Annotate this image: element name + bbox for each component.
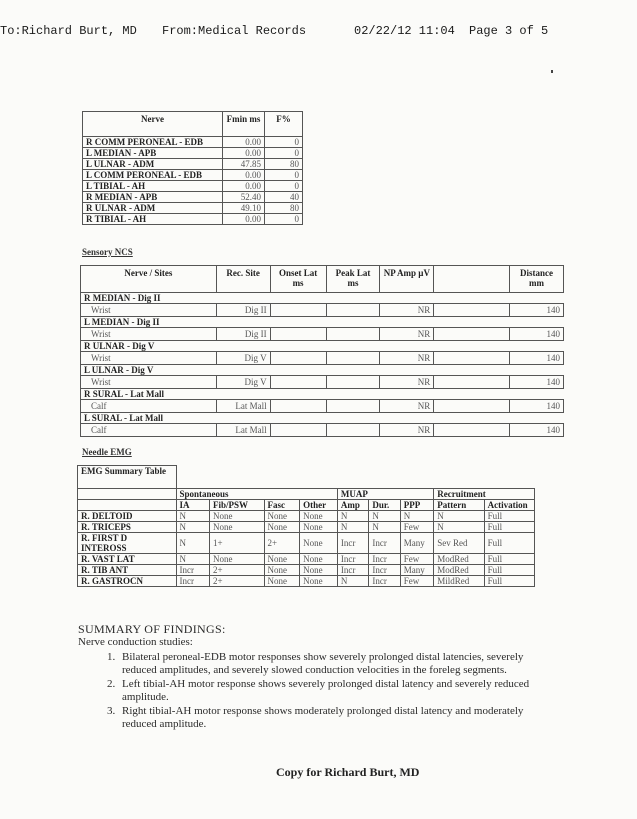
sensory-nerve-row [81, 317, 564, 328]
nerve-cell: L TIBIAL - AH [83, 181, 223, 192]
nerve-name: L ULNAR - Dig V [81, 365, 564, 376]
fpct-cell: 0 [265, 181, 303, 192]
distance-cell: 140 [510, 352, 564, 365]
fpct-cell: 40 [265, 192, 303, 203]
np-amp-cell: NR [380, 328, 434, 341]
emg-value-cell: Few [400, 522, 434, 533]
fax-header [0, 24, 637, 42]
table-row [83, 170, 303, 181]
sensory-site-row [81, 376, 564, 389]
peak-lat-cell [326, 352, 380, 365]
muscle-cell: R. VAST LAT [78, 554, 177, 565]
onset-lat-cell [270, 400, 326, 413]
emg-value-cell: None [210, 522, 265, 533]
nerve-name: R MEDIAN - Dig II [81, 293, 564, 304]
blank-cell [434, 400, 510, 413]
emg-value-cell: N [400, 511, 434, 522]
findings-list [78, 651, 548, 731]
sensory-nerve-row [81, 389, 564, 400]
rec-site-cell: Lat Mall [216, 424, 270, 437]
blank-cell [434, 304, 510, 317]
onset-lat-cell [270, 424, 326, 437]
summary-of-findings [78, 623, 548, 732]
emg-value-cell: Sev Red [434, 533, 484, 554]
fmin-cell: 0.00 [223, 181, 265, 192]
muap-header: MUAP [337, 489, 433, 500]
distance-cell: 140 [510, 304, 564, 317]
col-header: F% [265, 112, 303, 137]
fpct-cell: 0 [265, 148, 303, 159]
emg-value-cell: Full [484, 511, 534, 522]
finding-item: 2. Left tibial-AH motor response shows severely prolonged distal latency and severely reduced amplitude. [118, 678, 548, 704]
fpct-cell: 0 [265, 137, 303, 148]
emg-value-cell: Full [484, 565, 534, 576]
nerve-name: R SURAL - Lat Mall [81, 389, 564, 400]
emg-col-header: Amp [337, 500, 368, 511]
emg-value-cell: Incr [369, 554, 400, 565]
emg-value-cell: N [176, 533, 210, 554]
sensory-nerve-row [81, 413, 564, 424]
emg-row [78, 511, 535, 522]
emg-col-header: PPP [400, 500, 434, 511]
emg-row [78, 554, 535, 565]
site-cell: Wrist [81, 328, 217, 341]
emg-col-header: Activation [484, 500, 534, 511]
emg-value-cell: None [210, 511, 265, 522]
nerve-cell: R MEDIAN - APB [83, 192, 223, 203]
fmin-cell: 0.00 [223, 214, 265, 225]
emg-value-cell: 2+ [264, 533, 300, 554]
nerve-cell: L MEDIAN - APB [83, 148, 223, 159]
muscle-cell: R. TRICEPS [78, 522, 177, 533]
fax-page: Page 3 of 5 [469, 24, 549, 38]
muscle-cell: R. DELTOID [78, 511, 177, 522]
onset-lat-cell [270, 376, 326, 389]
sensory-ncs-table [80, 265, 564, 437]
summary-subtitle: Nerve conduction studies: [78, 636, 193, 648]
emg-value-cell: None [264, 565, 300, 576]
emg-value-cell: N [176, 511, 210, 522]
rec-site-cell: Dig V [216, 352, 270, 365]
col-header [434, 266, 510, 293]
emg-row [78, 522, 535, 533]
col-header: Nerve / Sites [81, 266, 217, 293]
col-header: Onset Lat ms [270, 266, 326, 293]
col-header: Nerve [83, 112, 223, 137]
emg-value-cell: Incr [176, 576, 210, 587]
sensory-site-row [81, 304, 564, 317]
fax-to: To:Richard Burt, MD [0, 24, 137, 38]
nerve-cell: L ULNAR - ADM [83, 159, 223, 170]
emg-value-cell: Incr [337, 554, 368, 565]
peak-lat-cell [326, 400, 380, 413]
emg-row [78, 576, 535, 587]
distance-cell: 140 [510, 328, 564, 341]
emg-col-header: Fib/PSW [210, 500, 265, 511]
np-amp-cell: NR [380, 400, 434, 413]
emg-value-cell: None [300, 554, 338, 565]
emg-value-cell: Many [400, 565, 434, 576]
nerve-cell: R TIBIAL - AH [83, 214, 223, 225]
sensory-nerve-row [81, 293, 564, 304]
nerve-cell: L COMM PERONEAL - EDB [83, 170, 223, 181]
emg-value-cell: Full [484, 554, 534, 565]
nerve-name: R ULNAR - Dig V [81, 341, 564, 352]
col-header: Peak Lat ms [326, 266, 380, 293]
fpct-cell: 80 [265, 203, 303, 214]
emg-value-cell: N [176, 522, 210, 533]
emg-value-cell: Incr [369, 576, 400, 587]
emg-value-cell: None [300, 576, 338, 587]
emg-value-cell: None [264, 511, 300, 522]
emg-value-cell: None [264, 522, 300, 533]
fmin-cell: 0.00 [223, 170, 265, 181]
site-cell: Calf [81, 424, 217, 437]
emg-value-cell: None [264, 554, 300, 565]
spontaneous-header: Spontaneous [176, 489, 337, 500]
muscle-cell: R. TIB ANT [78, 565, 177, 576]
sensory-site-row [81, 352, 564, 365]
emg-value-cell: N [337, 522, 368, 533]
onset-lat-cell [270, 304, 326, 317]
sensory-nerve-row [81, 365, 564, 376]
peak-lat-cell [326, 376, 380, 389]
emg-value-cell: ModRed [434, 565, 484, 576]
np-amp-cell: NR [380, 376, 434, 389]
rec-site-cell: Dig II [216, 304, 270, 317]
fmin-cell: 52.40 [223, 192, 265, 203]
np-amp-cell: NR [380, 304, 434, 317]
finding-item: 1. Bilateral peroneal-EDB motor responses show severely prolonged distal latencies, severely reduced amplitudes, and severely slowed conduction velocities in the foreleg segments. [118, 651, 548, 677]
table-row [83, 159, 303, 170]
peak-lat-cell [326, 304, 380, 317]
emg-value-cell: 2+ [210, 565, 265, 576]
blank-cell [434, 328, 510, 341]
onset-lat-cell [270, 328, 326, 341]
col-header: Distance mm [510, 266, 564, 293]
emg-value-cell: MildRed [434, 576, 484, 587]
table-row [83, 203, 303, 214]
sensory-site-row [81, 424, 564, 437]
site-cell: Calf [81, 400, 217, 413]
emg-col-header: IA [176, 500, 210, 511]
rec-site-cell: Dig II [216, 328, 270, 341]
emg-col-header: Pattern [434, 500, 484, 511]
emg-col-header: Fasc [264, 500, 300, 511]
emg-value-cell: N [434, 511, 484, 522]
blank-cell [434, 376, 510, 389]
np-amp-cell: NR [380, 352, 434, 365]
emg-value-cell: None [264, 576, 300, 587]
distance-cell: 140 [510, 376, 564, 389]
emg-value-cell: Incr [369, 533, 400, 554]
fpct-cell: 0 [265, 214, 303, 225]
site-cell: Wrist [81, 304, 217, 317]
emg-value-cell: ModRed [434, 554, 484, 565]
emg-col-header: Other [300, 500, 338, 511]
emg-col-header: Dur. [369, 500, 400, 511]
emg-value-cell: None [300, 533, 338, 554]
emg-row [78, 565, 535, 576]
rec-site-cell: Dig V [216, 376, 270, 389]
emg-value-cell: Many [400, 533, 434, 554]
nerve-name: L MEDIAN - Dig II [81, 317, 564, 328]
table-row [83, 137, 303, 148]
sensory-title: Sensory NCS [82, 247, 133, 257]
table-row [83, 148, 303, 159]
sensory-nerve-row [81, 341, 564, 352]
fax-from: From:Medical Records [162, 24, 307, 38]
emg-value-cell: Full [484, 522, 534, 533]
peak-lat-cell [326, 424, 380, 437]
onset-lat-cell [270, 352, 326, 365]
np-amp-cell: NR [380, 424, 434, 437]
fpct-cell: 80 [265, 159, 303, 170]
emg-value-cell: Incr [337, 565, 368, 576]
peak-lat-cell [326, 328, 380, 341]
emg-value-cell: Few [400, 554, 434, 565]
fmin-cell: 0.00 [223, 148, 265, 159]
finding-item: 3. Right tibial-AH motor response shows moderately prolonged distal latency and moderately reduced amplitude. [118, 705, 548, 731]
emg-value-cell: Full [484, 533, 534, 554]
distance-cell: 140 [510, 424, 564, 437]
fax-datetime: 02/22/12 11:04 [354, 24, 455, 38]
muscle-cell: R. GASTROCN [78, 576, 177, 587]
emg-value-cell: Few [400, 576, 434, 587]
emg-value-cell: Full [484, 576, 534, 587]
emg-row [78, 533, 535, 554]
col-header: Rec. Site [216, 266, 270, 293]
scan-speck [551, 70, 553, 73]
sensory-site-row [81, 400, 564, 413]
emg-summary-label: EMG Summary Table [78, 466, 177, 489]
emg-value-cell: None [210, 554, 265, 565]
fmin-cell: 49.10 [223, 203, 265, 214]
emg-value-cell: N [176, 554, 210, 565]
nerve-cell: R ULNAR - ADM [83, 203, 223, 214]
blank-cell [434, 352, 510, 365]
emg-title: Needle EMG [82, 447, 132, 457]
nerve-cell: R COMM PERONEAL - EDB [83, 137, 223, 148]
emg-value-cell: 2+ [210, 576, 265, 587]
emg-value-cell: None [300, 522, 338, 533]
distance-cell: 140 [510, 400, 564, 413]
table-row [83, 181, 303, 192]
summary-title: SUMMARY OF FINDINGS: [78, 622, 226, 636]
emg-value-cell: Incr [369, 565, 400, 576]
nerve-name: L SURAL - Lat Mall [81, 413, 564, 424]
emg-value-cell: N [337, 511, 368, 522]
emg-value-cell: N [369, 511, 400, 522]
recruitment-header: Recruitment [434, 489, 535, 500]
f-wave-table [82, 111, 303, 225]
col-header: NP Amp µV [380, 266, 434, 293]
emg-value-cell: Incr [176, 565, 210, 576]
fpct-cell: 0 [265, 170, 303, 181]
blank-cell [434, 424, 510, 437]
emg-value-cell: Incr [337, 533, 368, 554]
emg-value-cell: N [369, 522, 400, 533]
site-cell: Wrist [81, 376, 217, 389]
col-header: Fmin ms [223, 112, 265, 137]
muscle-cell: R. FIRST D INTEROSS [78, 533, 177, 554]
emg-summary-table [77, 465, 535, 587]
rec-site-cell: Lat Mall [216, 400, 270, 413]
emg-value-cell: N [434, 522, 484, 533]
fmin-cell: 47.85 [223, 159, 265, 170]
fmin-cell: 0.00 [223, 137, 265, 148]
table-row [83, 192, 303, 203]
sensory-site-row [81, 328, 564, 341]
site-cell: Wrist [81, 352, 217, 365]
emg-value-cell: N [337, 576, 368, 587]
emg-value-cell: None [300, 511, 338, 522]
table-row [83, 214, 303, 225]
emg-value-cell: None [300, 565, 338, 576]
copy-for-footer: Copy for Richard Burt, MD [276, 765, 420, 779]
emg-value-cell: 1+ [210, 533, 265, 554]
